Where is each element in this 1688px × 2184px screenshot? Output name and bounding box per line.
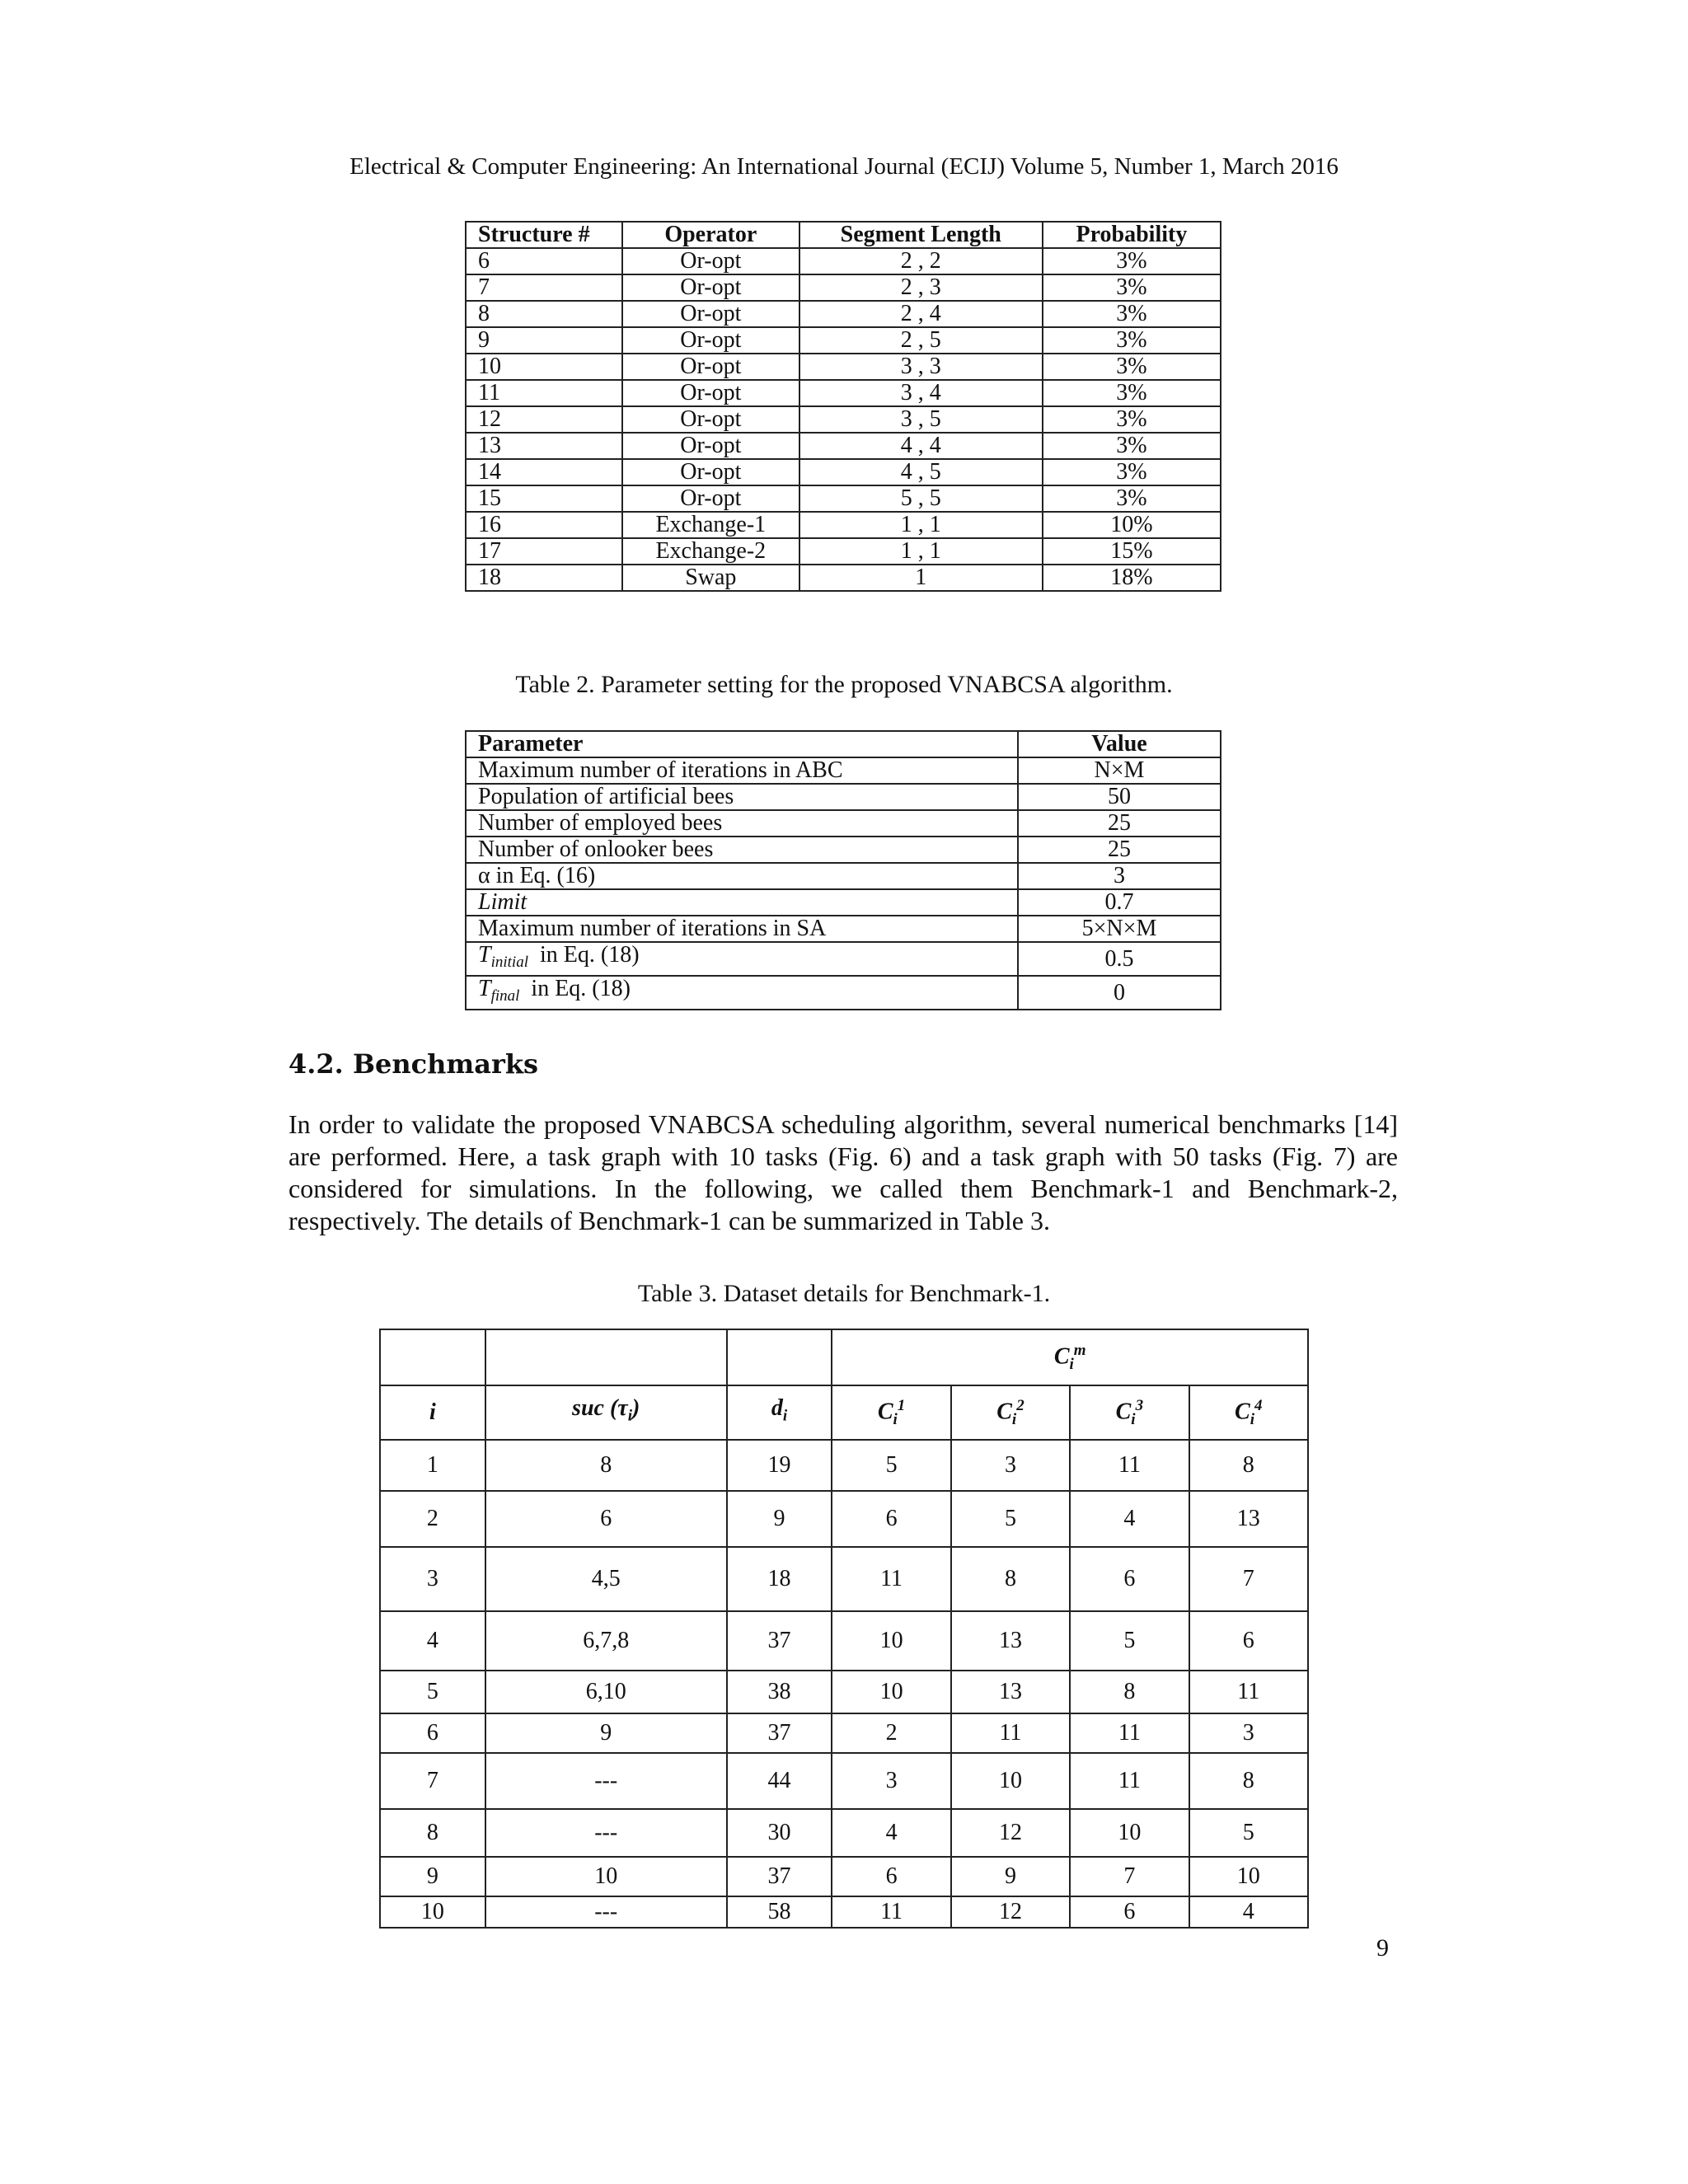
table-cell: 10 <box>485 1857 727 1896</box>
param-value: 25 <box>1018 810 1221 837</box>
table-cell: 9 <box>727 1491 832 1547</box>
table-cell: 18 <box>466 565 622 591</box>
table-cell: 4 <box>380 1611 485 1671</box>
table-cell: 3% <box>1043 433 1221 459</box>
param-value: 25 <box>1018 837 1221 863</box>
param-value: 5×N×M <box>1018 916 1221 942</box>
table-row <box>466 863 1221 889</box>
table-cell: 18% <box>1043 565 1221 591</box>
table-cell: 5 <box>1189 1809 1308 1857</box>
table-row <box>466 837 1221 863</box>
table-cell: 10 <box>1189 1857 1308 1896</box>
table-cell: Or-opt <box>622 380 799 406</box>
table-cell: 15% <box>1043 538 1221 565</box>
table-cell: --- <box>485 1809 727 1857</box>
table-row <box>380 1547 1308 1611</box>
table-cell: 11 <box>832 1896 950 1928</box>
table-cell: 58 <box>727 1896 832 1928</box>
table-cell: 9 <box>466 327 622 354</box>
table-cell: 1 , 1 <box>799 538 1043 565</box>
table-cell: 9 <box>485 1713 727 1753</box>
table3-caption: Table 3. Dataset details for Benchmark-1. <box>637 1280 1051 1307</box>
table-cell: 3% <box>1043 406 1221 433</box>
table-row <box>466 380 1221 406</box>
table-cell: 2 , 3 <box>799 274 1043 301</box>
table-cell: 14 <box>466 459 622 485</box>
table-row <box>466 565 1221 591</box>
table-row <box>466 485 1221 512</box>
table-cell: 38 <box>727 1671 832 1713</box>
table-cell: 11 <box>832 1547 950 1611</box>
col-header-operator: Operator <box>622 222 799 248</box>
table-cell: 1 <box>380 1440 485 1491</box>
table-row <box>466 512 1221 538</box>
table-cell: 13 <box>1189 1491 1308 1547</box>
table-cell: 6 <box>466 248 622 274</box>
table-row <box>380 1713 1308 1753</box>
col-header-c2: $C_i^2$ <box>951 1385 1070 1440</box>
table-cell: 6 <box>485 1491 727 1547</box>
table-cell: 5 <box>951 1491 1070 1547</box>
table-cell: 4 <box>1189 1896 1308 1928</box>
table-cell: Or-opt <box>622 248 799 274</box>
table-cell: 3% <box>1043 459 1221 485</box>
col-header-suc: suc $(\tau_i)$ <box>485 1385 727 1440</box>
table-cell: 7 <box>1070 1857 1189 1896</box>
table-cell: 13 <box>466 433 622 459</box>
table-cell: Or-opt <box>622 433 799 459</box>
table-cell: 7 <box>466 274 622 301</box>
table-cell: 12 <box>466 406 622 433</box>
table-cell: 10 <box>951 1753 1070 1809</box>
col-header-probability: Probability <box>1043 222 1221 248</box>
table-row <box>466 327 1221 354</box>
table-cell: Exchange-1 <box>622 512 799 538</box>
table-cell: 3 <box>951 1440 1070 1491</box>
table-row <box>380 1896 1308 1928</box>
table-cell: 10 <box>1070 1809 1189 1857</box>
table-row <box>466 784 1221 810</box>
param-name: Number of employed bees <box>466 810 1018 837</box>
section-paragraph: In order to validate the proposed VNABCSA scheduling algorithm, several numerical benchmarks [14] are performed. Here, a task graph with 10 tasks (Fig. 6) and a task graph with 50 tasks (Fig. 7) are considered for simulations. In the following, we called them Benchmark-1 and Benchmark-2, respectively. The details of Benchmark-1 can be summarized in Table 3. <box>288 1109 1398 1235</box>
col-group-header-cim: $C_i^m$ <box>832 1329 1308 1385</box>
table-cell: 1 , 1 <box>799 512 1043 538</box>
col-header-segment-length: Segment Length <box>799 222 1043 248</box>
table-cell: 11 <box>951 1713 1070 1753</box>
table-cell: 11 <box>1070 1753 1189 1809</box>
param-t-initial: $T_{initial}$ in Eq. (18) <box>466 942 1018 976</box>
param-value: 3 <box>1018 863 1221 889</box>
col-header-c1: $C_i^1$ <box>832 1385 950 1440</box>
table-cell: 8 <box>485 1440 727 1491</box>
table-cell: 2 <box>380 1491 485 1547</box>
empty-header-cell <box>485 1329 727 1385</box>
table-cell: 4 , 5 <box>799 459 1043 485</box>
col-header-c3: $C_i^3$ <box>1070 1385 1189 1440</box>
table-row <box>380 1491 1308 1547</box>
table-cell: 7 <box>380 1753 485 1809</box>
table-row <box>466 354 1221 380</box>
table-cell: 37 <box>727 1713 832 1753</box>
table-cell: 11 <box>1070 1713 1189 1753</box>
table-cell: 9 <box>951 1857 1070 1896</box>
table-cell: 3% <box>1043 274 1221 301</box>
table-row <box>380 1809 1308 1857</box>
table-cell: 8 <box>951 1547 1070 1611</box>
page-number: 9 <box>1376 1934 1389 1961</box>
table-cell: 11 <box>1070 1440 1189 1491</box>
table-cell: 3 <box>1189 1713 1308 1753</box>
param-name: Population of artificial bees <box>466 784 1018 810</box>
table-cell: 13 <box>951 1671 1070 1713</box>
table-cell: 6 <box>380 1713 485 1753</box>
table-cell: 6,10 <box>485 1671 727 1713</box>
table-group-header-row <box>380 1329 1308 1385</box>
table-cell: 3 <box>832 1753 950 1809</box>
param-value: 0.7 <box>1018 889 1221 916</box>
col-header-parameter: Parameter <box>466 731 1018 757</box>
col-header-i: i <box>380 1385 485 1440</box>
table-cell: 10% <box>1043 512 1221 538</box>
table-cell: 4 , 4 <box>799 433 1043 459</box>
table-cell: 10 <box>832 1671 950 1713</box>
table-cell: 2 , 2 <box>799 248 1043 274</box>
table-cell: Or-opt <box>622 274 799 301</box>
table-row <box>380 1611 1308 1671</box>
empty-header-cell <box>727 1329 832 1385</box>
table-cell: Or-opt <box>622 354 799 380</box>
journal-header: Electrical & Computer Engineering: An International Journal (ECIJ) Volume 5, Number 1, March 2016 <box>349 153 1339 180</box>
table-cell: 6 <box>1070 1547 1189 1611</box>
table-row <box>466 889 1221 916</box>
table-cell: 12 <box>951 1896 1070 1928</box>
table-row <box>380 1753 1308 1809</box>
table-cell: 11 <box>466 380 622 406</box>
table-cell: Swap <box>622 565 799 591</box>
col-header-structure: Structure # <box>466 222 622 248</box>
table-cell: 3 , 3 <box>799 354 1043 380</box>
table-cell: 2 , 5 <box>799 327 1043 354</box>
table-cell: 3 <box>380 1547 485 1611</box>
col-header-d: $d_i$ <box>727 1385 832 1440</box>
table-row <box>466 433 1221 459</box>
table-cell: Exchange-2 <box>622 538 799 565</box>
table-cell: 3% <box>1043 485 1221 512</box>
table-cell: 8 <box>1189 1440 1308 1491</box>
param-name: α in Eq. (16) <box>466 863 1018 889</box>
col-header-value: Value <box>1018 731 1221 757</box>
table-cell: 10 <box>380 1896 485 1928</box>
table-cell: 18 <box>727 1547 832 1611</box>
param-name: Maximum number of iterations in SA <box>466 916 1018 942</box>
table-cell: 4 <box>1070 1491 1189 1547</box>
table-cell: 5 <box>380 1671 485 1713</box>
table-row <box>466 301 1221 327</box>
table-cell: 37 <box>727 1611 832 1671</box>
table-cell: 13 <box>951 1611 1070 1671</box>
table-cell: 5 <box>832 1440 950 1491</box>
table-header-row <box>466 222 1221 248</box>
table-cell: 9 <box>380 1857 485 1896</box>
table-row <box>466 942 1221 976</box>
table-row <box>380 1440 1308 1491</box>
param-value: 0.5 <box>1018 942 1221 976</box>
table-cell: 16 <box>466 512 622 538</box>
table-cell: 6,7,8 <box>485 1611 727 1671</box>
table-cell: 3% <box>1043 354 1221 380</box>
table-cell: 11 <box>1189 1671 1308 1713</box>
table-cell: 3% <box>1043 301 1221 327</box>
table-cell: 19 <box>727 1440 832 1491</box>
table-cell: 15 <box>466 485 622 512</box>
table-cell: Or-opt <box>622 406 799 433</box>
table-cell: Or-opt <box>622 459 799 485</box>
table-cell: 2 , 4 <box>799 301 1043 327</box>
table-header-row <box>380 1385 1308 1440</box>
table-row <box>466 757 1221 784</box>
table-row <box>466 406 1221 433</box>
table-header-row <box>466 731 1221 757</box>
table-cell: 6 <box>832 1491 950 1547</box>
table-row <box>466 976 1221 1010</box>
param-name: Number of onlooker bees <box>466 837 1018 863</box>
table-cell: 6 <box>1189 1611 1308 1671</box>
table-cell: 3% <box>1043 380 1221 406</box>
table-cell: Or-opt <box>622 327 799 354</box>
param-name: Limit <box>466 889 1018 916</box>
table-cell: 4 <box>832 1809 950 1857</box>
table-cell: 3% <box>1043 327 1221 354</box>
table-cell: 4,5 <box>485 1547 727 1611</box>
table-cell: 12 <box>951 1809 1070 1857</box>
table-cell: Or-opt <box>622 301 799 327</box>
param-value: 0 <box>1018 976 1221 1010</box>
table-cell: 5 , 5 <box>799 485 1043 512</box>
table-cell: 3% <box>1043 248 1221 274</box>
table-row <box>466 538 1221 565</box>
table-cell: Or-opt <box>622 485 799 512</box>
table-cell: 8 <box>1070 1671 1189 1713</box>
table-cell: 1 <box>799 565 1043 591</box>
table2-caption: Table 2. Parameter setting for the proposed VNABCSA algorithm. <box>515 671 1173 698</box>
table-cell: --- <box>485 1896 727 1928</box>
table-cell: 5 <box>1070 1611 1189 1671</box>
table-cell: 8 <box>466 301 622 327</box>
empty-header-cell <box>380 1329 485 1385</box>
table-cell: 30 <box>727 1809 832 1857</box>
table-row <box>380 1671 1308 1713</box>
param-t-final: $T_{final}$ in Eq. (18) <box>466 976 1018 1010</box>
dataset-table <box>379 1329 1309 1929</box>
table-row <box>466 916 1221 942</box>
table-row <box>466 248 1221 274</box>
table-cell: 2 <box>832 1713 950 1753</box>
table-cell: 44 <box>727 1753 832 1809</box>
table-cell: 3 , 5 <box>799 406 1043 433</box>
table-cell: 3 , 4 <box>799 380 1043 406</box>
parameter-table <box>465 730 1221 1010</box>
param-value: N×M <box>1018 757 1221 784</box>
table-row <box>466 459 1221 485</box>
table-cell: 6 <box>1070 1896 1189 1928</box>
table-row <box>466 274 1221 301</box>
table-cell: 8 <box>1189 1753 1308 1809</box>
param-value: 50 <box>1018 784 1221 810</box>
table-cell: 10 <box>466 354 622 380</box>
table-cell: 8 <box>380 1809 485 1857</box>
table-cell: --- <box>485 1753 727 1809</box>
neighborhood-structure-table <box>465 221 1221 592</box>
table-row <box>466 810 1221 837</box>
col-header-c4: $C_i^4$ <box>1189 1385 1308 1440</box>
table-cell: 7 <box>1189 1547 1308 1611</box>
table-cell: 17 <box>466 538 622 565</box>
table-cell: 6 <box>832 1857 950 1896</box>
table-cell: 37 <box>727 1857 832 1896</box>
section-heading: 4.2. Benchmarks <box>288 1048 539 1080</box>
table-row <box>380 1857 1308 1896</box>
table-cell: 10 <box>832 1611 950 1671</box>
param-name: Maximum number of iterations in ABC <box>466 757 1018 784</box>
